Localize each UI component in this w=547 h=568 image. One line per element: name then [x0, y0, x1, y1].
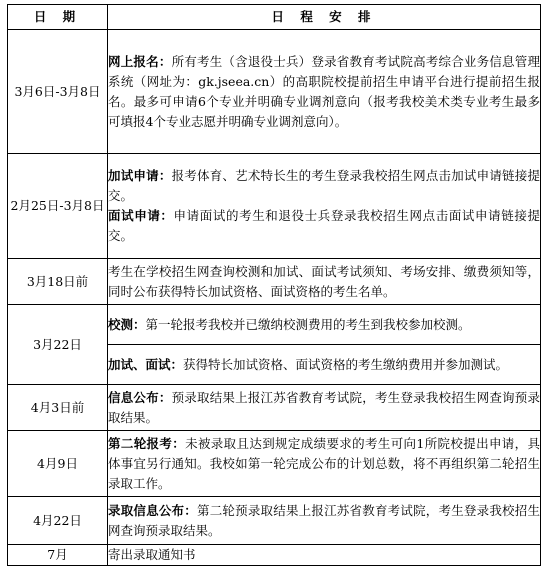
schedule-table — [7, 4, 541, 566]
date-cell: 4月3日前 — [8, 385, 108, 431]
schedule-paragraph — [108, 166, 540, 206]
item-text: 第一轮报考我校并已缴纳校测费用的考生到我校参加校测。 — [145, 316, 471, 332]
schedule-paragraph — [108, 434, 540, 494]
schedule-paragraph — [108, 206, 540, 246]
schedule-paragraph — [108, 315, 540, 335]
table-row — [8, 385, 541, 431]
schedule-cell — [108, 259, 541, 305]
table-header-row — [8, 5, 541, 30]
table-row — [8, 154, 541, 259]
schedule-paragraph — [108, 262, 540, 302]
table-row — [8, 431, 541, 497]
schedule-paragraph — [108, 501, 540, 541]
schedule-paragraph — [108, 545, 540, 565]
schedule-cell — [108, 385, 541, 431]
schedule-cell — [108, 497, 541, 545]
item-title: 录取信息公布： — [108, 502, 197, 518]
item-text: 考生在学校招生网查询校测和加试、面试考试须知、考场安排、缴费须知等，同时公布获得特长加试资格、面试资格的考生名单。 — [108, 263, 540, 299]
table-row — [8, 545, 541, 566]
item-text: 第二轮预录取结果上报江苏省教育考试院，考生登录我校招生网查询预录取结果。 — [108, 502, 540, 538]
item-text: 未被录取且达到规定成绩要求的考生可向1所院校提出申请，具体事宜另行通知。我校如第一轮完成公布的计划总数，将不再组织第二轮招生录取工作。 — [108, 435, 540, 491]
date-cell: 3月22日 — [8, 305, 108, 385]
item-title: 加试申请： — [108, 168, 172, 183]
schedule-paragraph — [108, 355, 540, 375]
item-text: 预录取结果上报江苏省教育考试院，考生登录我校招生网查询预录取结果。 — [108, 389, 540, 425]
item-title: 校测： — [108, 316, 146, 332]
item-text: 获得特长加试资格、面试资格的考生缴纳费用并参加测试。 — [183, 356, 509, 372]
schedule-cell — [108, 154, 541, 259]
item-title: 面试申请： — [108, 208, 174, 223]
date-cell: 2月25日-3月8日 — [8, 154, 108, 259]
table-row — [8, 30, 541, 154]
date-cell: 3月6日-3月8日 — [8, 30, 108, 154]
schedule-cell — [108, 30, 541, 154]
table-row — [8, 497, 541, 545]
item-text: 寄出录取通知书 — [108, 547, 196, 562]
schedule-cell — [108, 345, 541, 385]
table-row — [8, 305, 541, 345]
item-title: 网上报名： — [108, 53, 172, 69]
date-cell: 3月18日前 — [8, 259, 108, 305]
date-cell: 4月9日 — [8, 431, 108, 497]
schedule-cell — [108, 305, 541, 345]
item-title: 第二轮报考： — [108, 435, 186, 451]
schedule-paragraph — [108, 52, 540, 132]
table-row — [8, 259, 541, 305]
item-title: 信息公布： — [108, 389, 172, 405]
schedule-cell — [108, 545, 541, 566]
item-text: 申请面试的考生和退役士兵登录我校招生网点击面试申请链接提交。 — [108, 208, 540, 243]
date-cell: 7月 — [8, 545, 108, 566]
item-title: 加试、面试： — [108, 356, 184, 372]
schedule-cell — [108, 431, 541, 497]
date-column-header: 日 期 — [8, 5, 108, 30]
schedule-column-header: 日 程 安 排 — [108, 5, 541, 30]
date-cell: 4月22日 — [8, 497, 108, 545]
item-text: 所有考生（含退役士兵）登录省教育考试院高考综合业务信息管理系统（网址为：gk.jseea.cn）的高职院校提前招生申请平台进行提前招生报名。最多可申请6个专业并明确专业调剂意向（报考我校美术类专业考生最多可填报4个专业志愿并明确专业调剂意向）。 — [108, 53, 540, 129]
item-text: 报考体育、艺术特长生的考生登录我校招生网点击加试申请链接提交。 — [108, 168, 540, 203]
schedule-paragraph — [108, 388, 540, 428]
